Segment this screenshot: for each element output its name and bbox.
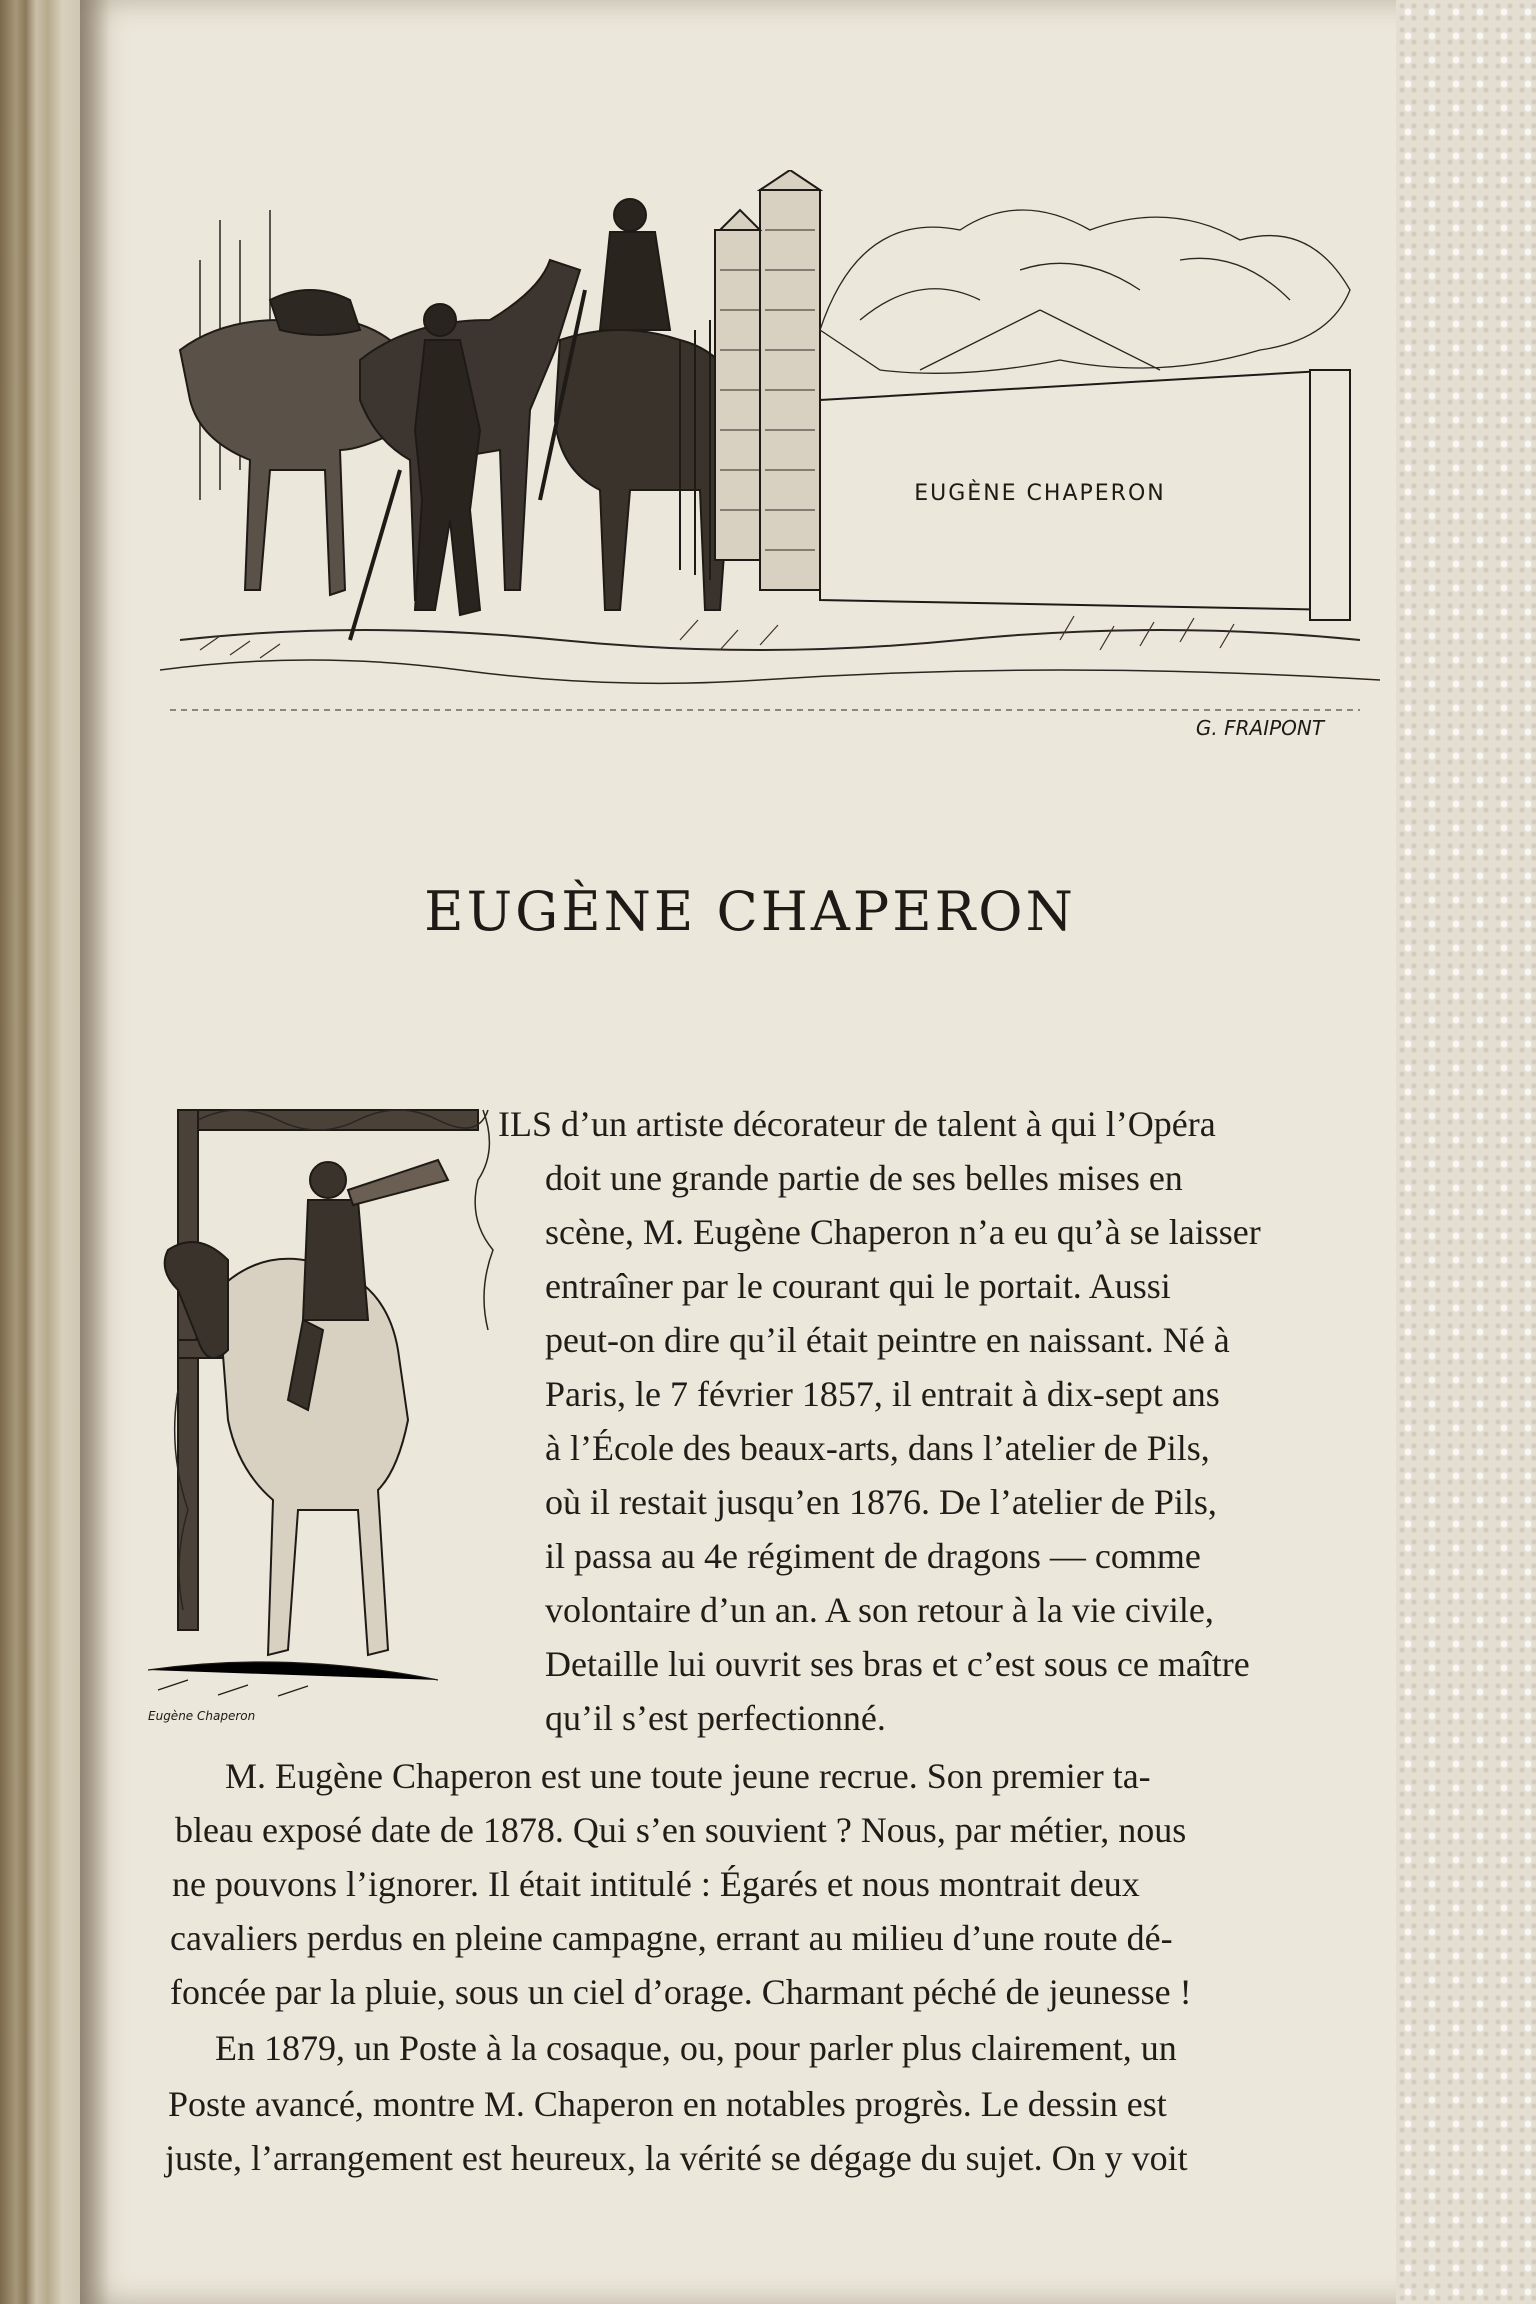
text-line: juste, l’arrangement est heureux, la vérité se dégage du sujet. On y voit [165, 2138, 1188, 2178]
text-line: cavaliers perdus en pleine campagne, errant au milieu d’une route dé- [170, 1918, 1173, 1958]
text-line: volontaire d’un an. A son retour à la vie civile, [545, 1590, 1214, 1630]
text-line: ne pouvons l’ignorer. Il était intitulé : Égarés et nous montrait deux [172, 1864, 1140, 1904]
text-line: En 1879, un Poste à la cosaque, ou, pour parler plus clairement, un [215, 2028, 1177, 2068]
dropcap-illustration [138, 1090, 518, 1730]
text-line: il passa au 4e régiment de dragons — comme [545, 1536, 1201, 1576]
text-line: Detaille lui ouvrit ses bras et c’est sous ce maître [545, 1644, 1250, 1684]
header-illustration [160, 170, 1380, 750]
text-line: entraîner par le courant qui le portait. Aussi [545, 1266, 1171, 1306]
text-line: à l’École des beaux-arts, dans l’atelier de Pils, [545, 1428, 1210, 1468]
text-line: où il restait jusqu’en 1876. De l’atelier de Pils, [545, 1482, 1217, 1522]
text-line: bleau exposé date de 1878. Qui s’en souvient ? Nous, par métier, nous [175, 1810, 1187, 1850]
text-line: M. Eugène Chaperon est une toute jeune recrue. Son premier ta- [225, 1756, 1151, 1796]
signboard-text: EUGÈNE CHAPERON [914, 481, 1166, 506]
text-line: doit une grande partie de ses belles mises en [545, 1158, 1183, 1198]
text-line: Paris, le 7 février 1857, il entrait à dix-sept ans [545, 1374, 1220, 1414]
page-title: EUGÈNE CHAPERON [424, 880, 1076, 943]
gutter-shadow [80, 0, 110, 2304]
left-page-edges [0, 0, 80, 2304]
text-line: peut-on dire qu’il était peintre en naissant. Né à [545, 1320, 1230, 1360]
text-line: scène, M. Eugène Chaperon n’a eu qu’à se laisser [545, 1212, 1261, 1252]
lace-background [1396, 0, 1536, 2304]
text-line: foncée par la pluie, sous un ciel d’orage. Charmant péché de jeunesse ! [170, 1972, 1192, 2012]
artist-signature: G. FRAIPONT [1195, 716, 1325, 740]
text-line: qu’il s’est perfectionné. [545, 1698, 886, 1738]
text-line: ILS d’un artiste décorateur de talent à qui l’Opéra [498, 1104, 1216, 1144]
dropcap-signature: Eugène Chaperon [148, 1709, 256, 1723]
text-line: Poste avancé, montre M. Chaperon en notables progrès. Le dessin est [168, 2084, 1167, 2124]
